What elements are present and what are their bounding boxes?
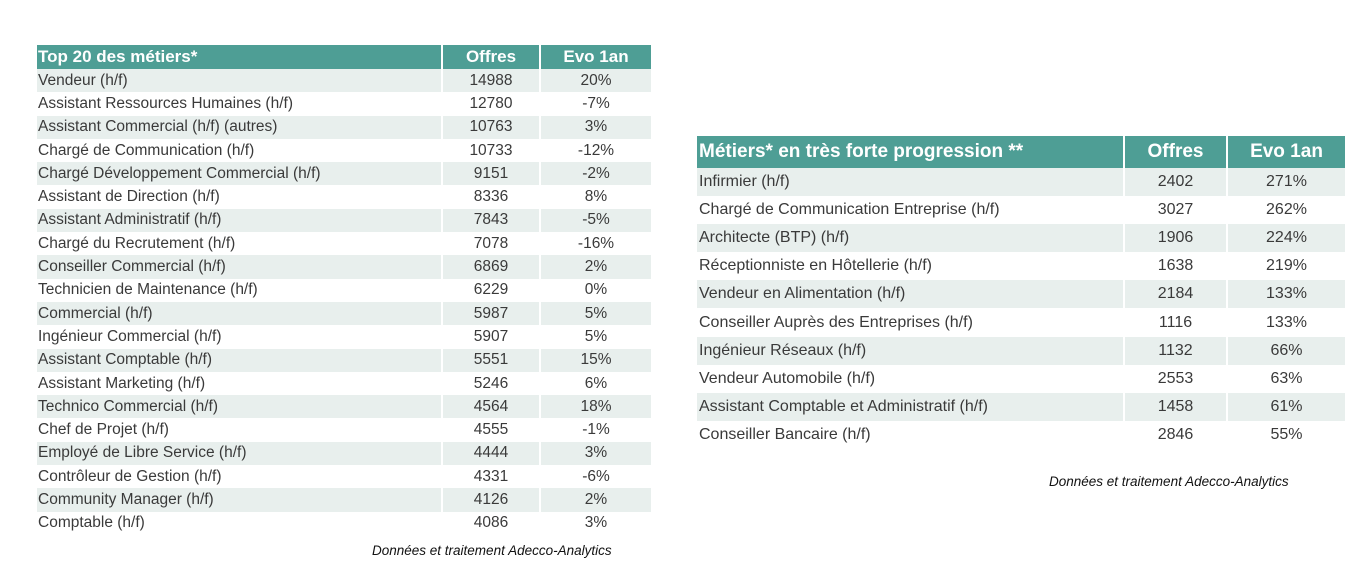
evo-cell: -6% <box>540 465 651 488</box>
offres-cell: 6229 <box>442 279 540 302</box>
metier-cell: Technico Commercial (h/f) <box>37 395 442 418</box>
offres-cell: 4086 <box>442 512 540 535</box>
evo-cell: -1% <box>540 418 651 441</box>
metier-cell: Assistant Commercial (h/f) (autres) <box>37 116 442 139</box>
offres-cell: 5987 <box>442 302 540 325</box>
source-note: Données et traitement Adecco-Analytics <box>372 543 612 558</box>
table-row <box>697 308 1345 336</box>
table-row <box>37 418 651 441</box>
evo-cell: 271% <box>1227 168 1345 196</box>
offres-cell: 1116 <box>1124 308 1227 336</box>
offres-cell: 4331 <box>442 465 540 488</box>
table-row <box>697 168 1345 196</box>
evo-cell: 5% <box>540 325 651 348</box>
offres-cell: 5907 <box>442 325 540 348</box>
metier-cell: Technicien de Maintenance (h/f) <box>37 279 442 302</box>
table-row <box>37 209 651 232</box>
offres-cell: 1132 <box>1124 337 1227 365</box>
evo-cell: 3% <box>540 442 651 465</box>
offres-cell: 2184 <box>1124 280 1227 308</box>
column-header-evo: Evo 1an <box>540 45 651 69</box>
evo-cell: -7% <box>540 92 651 115</box>
offres-cell: 2553 <box>1124 365 1227 393</box>
table-row <box>37 442 651 465</box>
metier-cell: Employé de Libre Service (h/f) <box>37 442 442 465</box>
evo-cell: 5% <box>540 302 651 325</box>
evo-cell: 55% <box>1227 421 1345 449</box>
evo-cell: 6% <box>540 372 651 395</box>
evo-cell: -12% <box>540 139 651 162</box>
offres-cell: 10763 <box>442 116 540 139</box>
evo-cell: 61% <box>1227 393 1345 421</box>
table-row <box>697 337 1345 365</box>
evo-cell: -2% <box>540 162 651 185</box>
evo-cell: 20% <box>540 69 651 92</box>
evo-cell: 3% <box>540 116 651 139</box>
evo-cell: -16% <box>540 232 651 255</box>
metier-cell: Contrôleur de Gestion (h/f) <box>37 465 442 488</box>
metier-cell: Réceptionniste en Hôtellerie (h/f) <box>697 252 1124 280</box>
metier-cell: Infirmier (h/f) <box>697 168 1124 196</box>
metier-cell: Vendeur en Alimentation (h/f) <box>697 280 1124 308</box>
top20-table <box>37 45 651 535</box>
metier-cell: Conseiller Bancaire (h/f) <box>697 421 1124 449</box>
offres-cell: 5551 <box>442 349 540 372</box>
metier-cell: Comptable (h/f) <box>37 512 442 535</box>
evo-cell: 66% <box>1227 337 1345 365</box>
table-row <box>37 232 651 255</box>
metier-cell: Commercial (h/f) <box>37 302 442 325</box>
evo-cell: 18% <box>540 395 651 418</box>
offres-cell: 7843 <box>442 209 540 232</box>
progression-table <box>697 136 1345 449</box>
source-note: Données et traitement Adecco-Analytics <box>1049 474 1289 489</box>
evo-cell: 63% <box>1227 365 1345 393</box>
metier-cell: Chargé de Communication (h/f) <box>37 139 442 162</box>
column-header-offres: Offres <box>1124 136 1227 168</box>
metier-cell: Assistant Marketing (h/f) <box>37 372 442 395</box>
table-header-row <box>37 45 651 69</box>
offres-cell: 2402 <box>1124 168 1227 196</box>
offres-cell: 7078 <box>442 232 540 255</box>
offres-cell: 6869 <box>442 255 540 278</box>
top20-table-body <box>37 69 651 535</box>
table-row <box>37 139 651 162</box>
metier-cell: Assistant Ressources Humaines (h/f) <box>37 92 442 115</box>
table-row <box>37 349 651 372</box>
metier-cell: Assistant Administratif (h/f) <box>37 209 442 232</box>
table-header-row <box>697 136 1345 168</box>
table-row <box>37 279 651 302</box>
evo-cell: 2% <box>540 255 651 278</box>
table-row <box>697 196 1345 224</box>
metier-cell: Conseiller Auprès des Entreprises (h/f) <box>697 308 1124 336</box>
column-header-evo: Evo 1an <box>1227 136 1345 168</box>
metier-cell: Assistant de Direction (h/f) <box>37 185 442 208</box>
evo-cell: 0% <box>540 279 651 302</box>
evo-cell: 219% <box>1227 252 1345 280</box>
metier-cell: Assistant Comptable et Administratif (h/f) <box>697 393 1124 421</box>
metier-cell: Chargé du Recrutement (h/f) <box>37 232 442 255</box>
table-row <box>37 116 651 139</box>
offres-cell: 4564 <box>442 395 540 418</box>
metier-cell: Conseiller Commercial (h/f) <box>37 255 442 278</box>
metier-cell: Assistant Comptable (h/f) <box>37 349 442 372</box>
table-row <box>37 395 651 418</box>
offres-cell: 2846 <box>1124 421 1227 449</box>
evo-cell: 262% <box>1227 196 1345 224</box>
table-row <box>37 512 651 535</box>
metier-cell: Vendeur Automobile (h/f) <box>697 365 1124 393</box>
metier-cell: Chef de Projet (h/f) <box>37 418 442 441</box>
offres-cell: 4126 <box>442 488 540 511</box>
offres-cell: 12780 <box>442 92 540 115</box>
column-header-metier: Métiers* en très forte progression ** <box>697 136 1124 168</box>
offres-cell: 5246 <box>442 372 540 395</box>
table-row <box>697 421 1345 449</box>
table-row <box>37 162 651 185</box>
offres-cell: 1906 <box>1124 224 1227 252</box>
evo-cell: 2% <box>540 488 651 511</box>
offres-cell: 4555 <box>442 418 540 441</box>
metier-cell: Chargé Développement Commercial (h/f) <box>37 162 442 185</box>
evo-cell: 15% <box>540 349 651 372</box>
evo-cell: 3% <box>540 512 651 535</box>
column-header-metier: Top 20 des métiers* <box>37 45 442 69</box>
table-row <box>37 465 651 488</box>
evo-cell: 133% <box>1227 280 1345 308</box>
metier-cell: Ingénieur Réseaux (h/f) <box>697 337 1124 365</box>
table-row <box>37 92 651 115</box>
table-row <box>37 185 651 208</box>
progression-table-body <box>697 168 1345 449</box>
table-row <box>697 365 1345 393</box>
table-row <box>37 255 651 278</box>
evo-cell: -5% <box>540 209 651 232</box>
table-row <box>37 302 651 325</box>
table-row <box>37 325 651 348</box>
table-row <box>697 393 1345 421</box>
evo-cell: 8% <box>540 185 651 208</box>
offres-cell: 14988 <box>442 69 540 92</box>
metier-cell: Vendeur (h/f) <box>37 69 442 92</box>
table-row <box>697 252 1345 280</box>
table-row <box>37 69 651 92</box>
column-header-offres: Offres <box>442 45 540 69</box>
offres-cell: 10733 <box>442 139 540 162</box>
offres-cell: 1638 <box>1124 252 1227 280</box>
metier-cell: Community Manager (h/f) <box>37 488 442 511</box>
metier-cell: Chargé de Communication Entreprise (h/f) <box>697 196 1124 224</box>
table-row <box>697 280 1345 308</box>
offres-cell: 1458 <box>1124 393 1227 421</box>
offres-cell: 3027 <box>1124 196 1227 224</box>
offres-cell: 4444 <box>442 442 540 465</box>
table-row <box>37 488 651 511</box>
offres-cell: 8336 <box>442 185 540 208</box>
metier-cell: Ingénieur Commercial (h/f) <box>37 325 442 348</box>
evo-cell: 133% <box>1227 308 1345 336</box>
evo-cell: 224% <box>1227 224 1345 252</box>
table-row <box>697 224 1345 252</box>
metier-cell: Architecte (BTP) (h/f) <box>697 224 1124 252</box>
table-row <box>37 372 651 395</box>
offres-cell: 9151 <box>442 162 540 185</box>
